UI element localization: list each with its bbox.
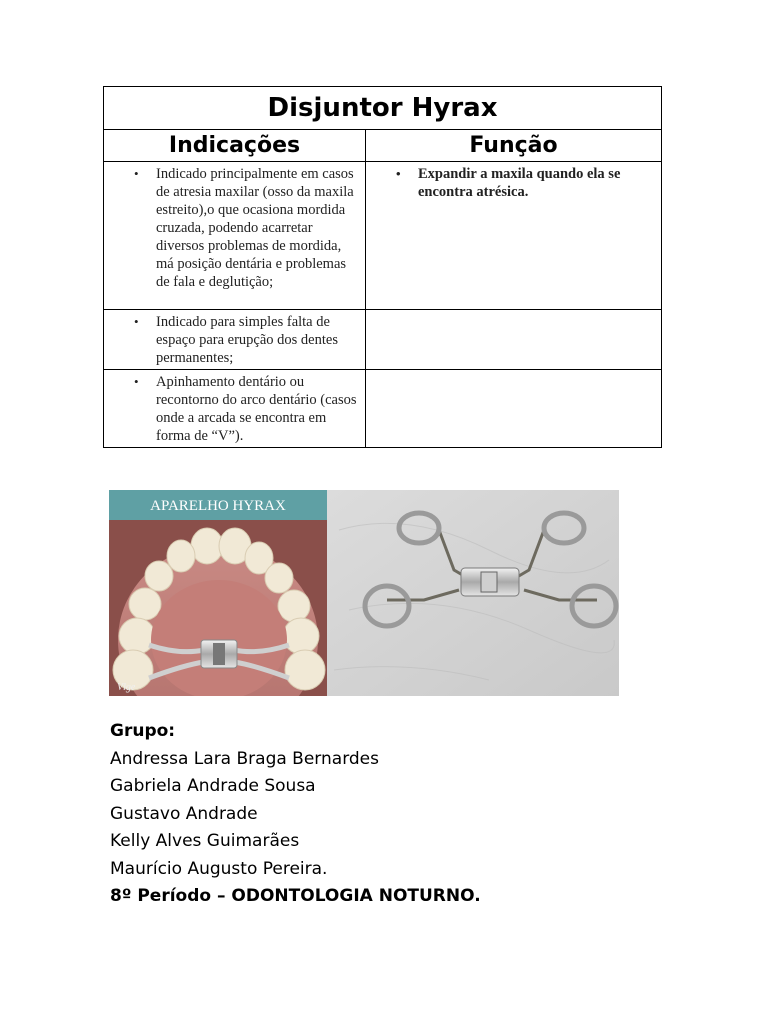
- member-name: Kelly Alves Guimarães: [110, 831, 300, 851]
- indicacao-cell: [104, 370, 366, 448]
- banner-text: APARELHO HYRAX: [150, 498, 286, 514]
- table-row: [104, 162, 662, 310]
- member-name: Andressa Lara Braga Bernardes: [110, 748, 379, 769]
- hyrax-photo-svg: [109, 490, 619, 696]
- indicacao-text: Indicado para simples falta de espaço para erupção dos dentes permanentes;: [156, 314, 338, 366]
- course-line: 8º Período – ODONTOLOGIA NOTURNO.: [110, 886, 481, 906]
- watermark-text: Vlge: [117, 682, 136, 693]
- funcao-cell: [366, 370, 662, 448]
- funcao-text: [366, 370, 661, 375]
- hyrax-photo: [109, 490, 619, 696]
- bullet-icon: •: [134, 314, 139, 329]
- table-row: [104, 310, 662, 370]
- indicacao-cell: [104, 310, 366, 370]
- header-funcao: Função: [366, 130, 662, 162]
- bullet-icon: •: [134, 374, 139, 389]
- table-title: Disjuntor Hyrax: [104, 87, 662, 130]
- member-name: Gustavo Andrade: [110, 803, 258, 824]
- indicacao-text: Indicado principalmente em casos de atresia maxilar (osso da maxila estreito),o que ocasiona mordida cruzada, podendo acarretar diversos problemas de mordida, má posição dentária e problemas de fala e deglutição;: [156, 166, 354, 290]
- indicacao-text: Apinhamento dentário ou recontorno do arco dentário (casos onde a arcada se encontra em forma de “V”).: [156, 374, 357, 444]
- member-name: Maurício Augusto Pereira.: [110, 858, 328, 879]
- table-row: [104, 370, 662, 448]
- hyrax-table: [103, 86, 662, 448]
- bullet-icon: •: [134, 166, 139, 181]
- indicacao-cell: [104, 162, 366, 310]
- funcao-text: [366, 310, 661, 315]
- member-name: Gabriela Andrade Sousa: [110, 776, 316, 796]
- bullet-icon: •: [396, 166, 401, 181]
- group-label: Grupo:: [110, 721, 176, 741]
- funcao-text: Expandir a maxila quando ela se encontra atrésica.: [418, 166, 621, 200]
- header-indicacoes: Indicações: [104, 130, 366, 162]
- group-section: [110, 718, 481, 911]
- funcao-cell: [366, 162, 662, 310]
- funcao-cell: [366, 310, 662, 370]
